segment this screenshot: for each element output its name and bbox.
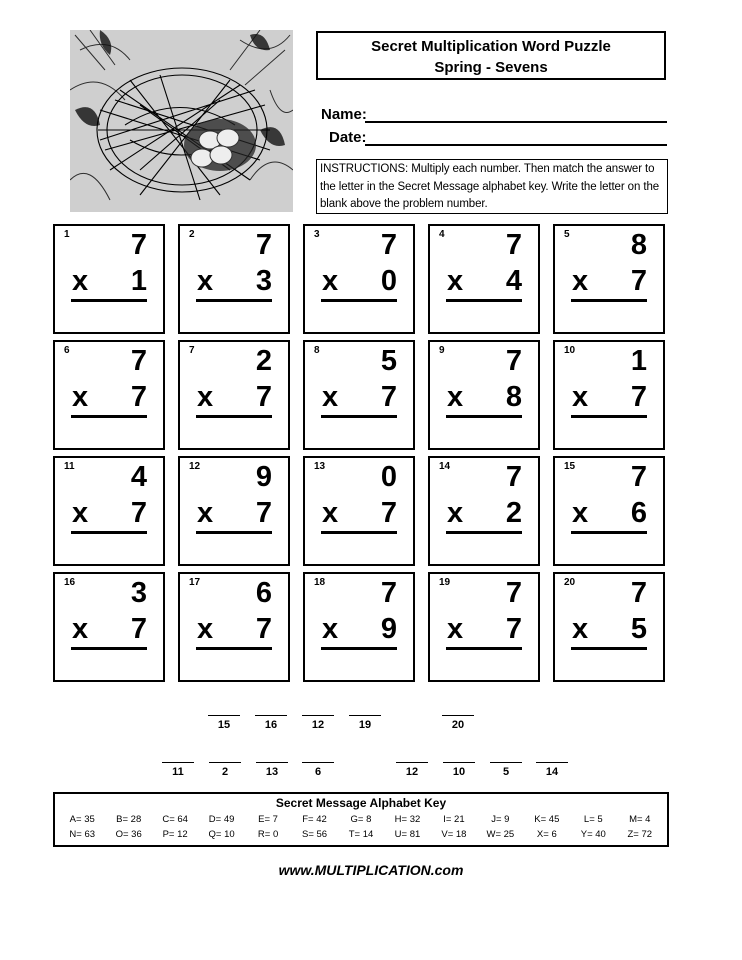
problem-box: [53, 456, 165, 566]
nest-drawing: [70, 30, 293, 212]
key-entry: R= 0: [257, 829, 279, 840]
problem-number: 1: [64, 229, 70, 240]
answer-line[interactable]: [446, 647, 522, 650]
multiply-sign: x: [572, 265, 589, 297]
problem-box: [428, 340, 540, 450]
multiply-sign: x: [322, 613, 339, 645]
problem-box: [303, 456, 415, 566]
answer-line[interactable]: [321, 299, 397, 302]
key-entry: X= 6: [536, 829, 557, 840]
problem-top-factor: 0: [380, 461, 397, 493]
problem-number: 12: [189, 461, 201, 472]
problem-number: 14: [439, 461, 451, 472]
problem-box: [553, 456, 665, 566]
multiply-sign: x: [447, 265, 464, 297]
key-entry: L= 5: [583, 814, 603, 825]
multiply-sign: x: [72, 381, 89, 413]
message-blank[interactable]: 19: [349, 715, 381, 731]
problem-bottom-factor: 7: [255, 613, 272, 645]
problem-bottom-factor: 4: [505, 265, 522, 297]
answer-line[interactable]: [321, 415, 397, 418]
problem-top-factor: 7: [505, 345, 522, 377]
problem-grid: [53, 224, 665, 682]
answer-line[interactable]: [71, 299, 147, 302]
multiply-sign: x: [322, 265, 339, 297]
key-entry: G= 8: [350, 814, 372, 825]
key-entry: O= 36: [115, 829, 142, 840]
multiply-sign: x: [72, 265, 89, 297]
key-entry: Q= 10: [208, 829, 235, 840]
key-entry: N= 63: [69, 829, 96, 840]
answer-line[interactable]: [446, 415, 522, 418]
problem-bottom-factor: 7: [630, 381, 647, 413]
problem-bottom-factor: 7: [255, 381, 272, 413]
multiply-sign: x: [447, 613, 464, 645]
problem-top-factor: 2: [255, 345, 272, 377]
problem-box: [178, 456, 290, 566]
problem-box: [553, 224, 665, 334]
message-blank[interactable]: 12: [302, 715, 334, 731]
problem-number: 18: [314, 577, 326, 588]
problem-number: 19: [439, 577, 451, 588]
problem-top-factor: 7: [130, 229, 147, 261]
key-entry: B= 28: [116, 814, 142, 825]
multiply-sign: x: [197, 381, 214, 413]
alphabet-key: [53, 792, 669, 847]
date-label: Date:: [329, 129, 367, 146]
message-blank[interactable]: 11: [162, 762, 194, 778]
key-entry: M= 4: [629, 814, 651, 825]
instructions-box: INSTRUCTIONS: Multiply each number. Then match the answer to the letter in the Secret Message alphabet key. Write the letter on the blank above the problem number.: [316, 159, 668, 214]
key-entry: Y= 40: [580, 829, 606, 840]
answer-line[interactable]: [196, 647, 272, 650]
problem-top-factor: 7: [380, 229, 397, 261]
alphabet-key-row-1: [55, 814, 667, 825]
key-entry: A= 35: [69, 814, 95, 825]
answer-line[interactable]: [196, 415, 272, 418]
problem-bottom-factor: 7: [380, 381, 397, 413]
name-field[interactable]: [321, 106, 367, 123]
name-label: Name:: [321, 106, 367, 123]
multiply-sign: x: [572, 381, 589, 413]
multiply-sign: x: [197, 613, 214, 645]
key-entry: T= 14: [348, 829, 374, 840]
message-blank[interactable]: 12: [396, 762, 428, 778]
problem-bottom-factor: 7: [130, 381, 147, 413]
multiply-sign: x: [572, 613, 589, 645]
answer-line[interactable]: [446, 299, 522, 302]
answer-line[interactable]: [196, 531, 272, 534]
problem-bottom-factor: 0: [380, 265, 397, 297]
problem-number: 15: [564, 461, 576, 472]
multiply-sign: x: [322, 381, 339, 413]
answer-line[interactable]: [71, 415, 147, 418]
problem-bottom-factor: 7: [630, 265, 647, 297]
key-entry: S= 56: [301, 829, 328, 840]
problem-number: 3: [314, 229, 320, 240]
problem-bottom-factor: 7: [380, 497, 397, 529]
website-footer[interactable]: www.MULTIPLICATION.com: [278, 862, 464, 878]
key-entry: D= 49: [208, 814, 235, 825]
problem-top-factor: 1: [630, 345, 647, 377]
problem-bottom-factor: 7: [130, 613, 147, 645]
title-main: Secret Multiplication Word Puzzle: [371, 38, 611, 55]
problem-bottom-factor: 1: [130, 265, 147, 297]
message-blank[interactable]: 20: [442, 715, 474, 731]
key-entry: H= 32: [394, 814, 421, 825]
multiply-sign: x: [197, 497, 214, 529]
problem-top-factor: 7: [255, 229, 272, 261]
problem-box: [53, 224, 165, 334]
message-blank[interactable]: 6: [302, 762, 334, 778]
multiply-sign: x: [72, 497, 89, 529]
problem-number: 6: [64, 345, 70, 356]
problem-box: [178, 340, 290, 450]
problem-number: 2: [189, 229, 195, 240]
alphabet-key-title: Secret Message Alphabet Key: [275, 796, 447, 810]
answer-line[interactable]: [446, 531, 522, 534]
message-blank[interactable]: 15: [208, 715, 240, 731]
key-entry: I= 21: [443, 814, 465, 825]
problem-box: [553, 340, 665, 450]
message-blank[interactable]: 16: [255, 715, 287, 731]
answer-line[interactable]: [321, 531, 397, 534]
problem-number: 20: [564, 577, 576, 588]
problem-number: 8: [314, 345, 320, 356]
problem-box: [178, 224, 290, 334]
problem-top-factor: 9: [255, 461, 272, 493]
problem-number: 10: [564, 345, 576, 356]
message-blank[interactable]: 5: [490, 762, 522, 778]
multiply-sign: x: [197, 265, 214, 297]
problem-top-factor: 7: [630, 577, 647, 609]
problem-box: [53, 572, 165, 682]
multiply-sign: x: [322, 497, 339, 529]
key-entry: W= 25: [486, 829, 515, 840]
key-entry: K= 45: [534, 814, 560, 825]
problem-box: [428, 572, 540, 682]
problem-number: 13: [314, 461, 326, 472]
answer-line[interactable]: [571, 647, 647, 650]
multiply-sign: x: [447, 497, 464, 529]
key-entry: P= 12: [162, 829, 188, 840]
problem-number: 4: [439, 229, 445, 240]
problem-top-factor: 5: [380, 345, 397, 377]
problem-box: [303, 224, 415, 334]
problem-number: 5: [564, 229, 570, 240]
message-blank[interactable]: 14: [536, 762, 568, 778]
problem-box: [53, 340, 165, 450]
date-field[interactable]: [329, 129, 367, 146]
problem-bottom-factor: 2: [505, 497, 522, 529]
problem-box: [303, 340, 415, 450]
answer-line[interactable]: [71, 531, 147, 534]
title-subtitle: Spring - Sevens: [434, 59, 548, 76]
problem-top-factor: 4: [130, 461, 147, 493]
problem-top-factor: 7: [630, 461, 647, 493]
multiply-sign: x: [572, 497, 589, 529]
bird-nest-illustration: [70, 30, 293, 212]
problem-bottom-factor: 7: [130, 497, 147, 529]
title-box: [316, 31, 666, 80]
answer-line[interactable]: [321, 647, 397, 650]
key-entry: J= 9: [491, 814, 510, 825]
problem-top-factor: 8: [630, 229, 647, 261]
message-blank[interactable]: 2: [209, 762, 241, 778]
problem-top-factor: 7: [130, 345, 147, 377]
problem-bottom-factor: 7: [505, 613, 522, 645]
problem-bottom-factor: 6: [630, 497, 647, 529]
problem-box: [178, 572, 290, 682]
key-entry: E= 7: [258, 814, 278, 825]
name-line[interactable]: [365, 121, 667, 123]
problem-number: 17: [189, 577, 201, 588]
problem-top-factor: 6: [255, 577, 272, 609]
key-entry: F= 42: [302, 814, 327, 825]
answer-line[interactable]: [71, 647, 147, 650]
problem-number: 9: [439, 345, 445, 356]
problem-box: [428, 224, 540, 334]
problem-bottom-factor: 7: [255, 497, 272, 529]
multiply-sign: x: [447, 381, 464, 413]
problem-number: 7: [189, 345, 195, 356]
key-entry: V= 18: [441, 829, 467, 840]
problem-bottom-factor: 9: [380, 613, 397, 645]
problem-top-factor: 7: [380, 577, 397, 609]
alphabet-key-row-2: [55, 829, 667, 840]
problem-bottom-factor: 3: [255, 265, 272, 297]
key-entry: U= 81: [394, 829, 421, 840]
problem-bottom-factor: 5: [630, 613, 647, 645]
message-blank[interactable]: 13: [256, 762, 288, 778]
problem-box: [553, 572, 665, 682]
multiply-sign: x: [72, 613, 89, 645]
key-entry: C= 64: [162, 814, 188, 825]
answer-line[interactable]: [196, 299, 272, 302]
problem-top-factor: 7: [505, 461, 522, 493]
problem-box: [303, 572, 415, 682]
problem-number: 16: [64, 577, 76, 588]
problem-top-factor: 7: [505, 577, 522, 609]
answer-line[interactable]: [571, 299, 647, 302]
key-entry: Z= 72: [627, 829, 653, 840]
answer-line[interactable]: [571, 415, 647, 418]
answer-line[interactable]: [571, 531, 647, 534]
problem-top-factor: 7: [505, 229, 522, 261]
problem-number: 11: [64, 461, 75, 472]
date-line[interactable]: [365, 144, 667, 146]
message-blank[interactable]: 10: [443, 762, 475, 778]
problem-bottom-factor: 8: [505, 381, 522, 413]
problem-top-factor: 3: [130, 577, 147, 609]
problem-box: [428, 456, 540, 566]
